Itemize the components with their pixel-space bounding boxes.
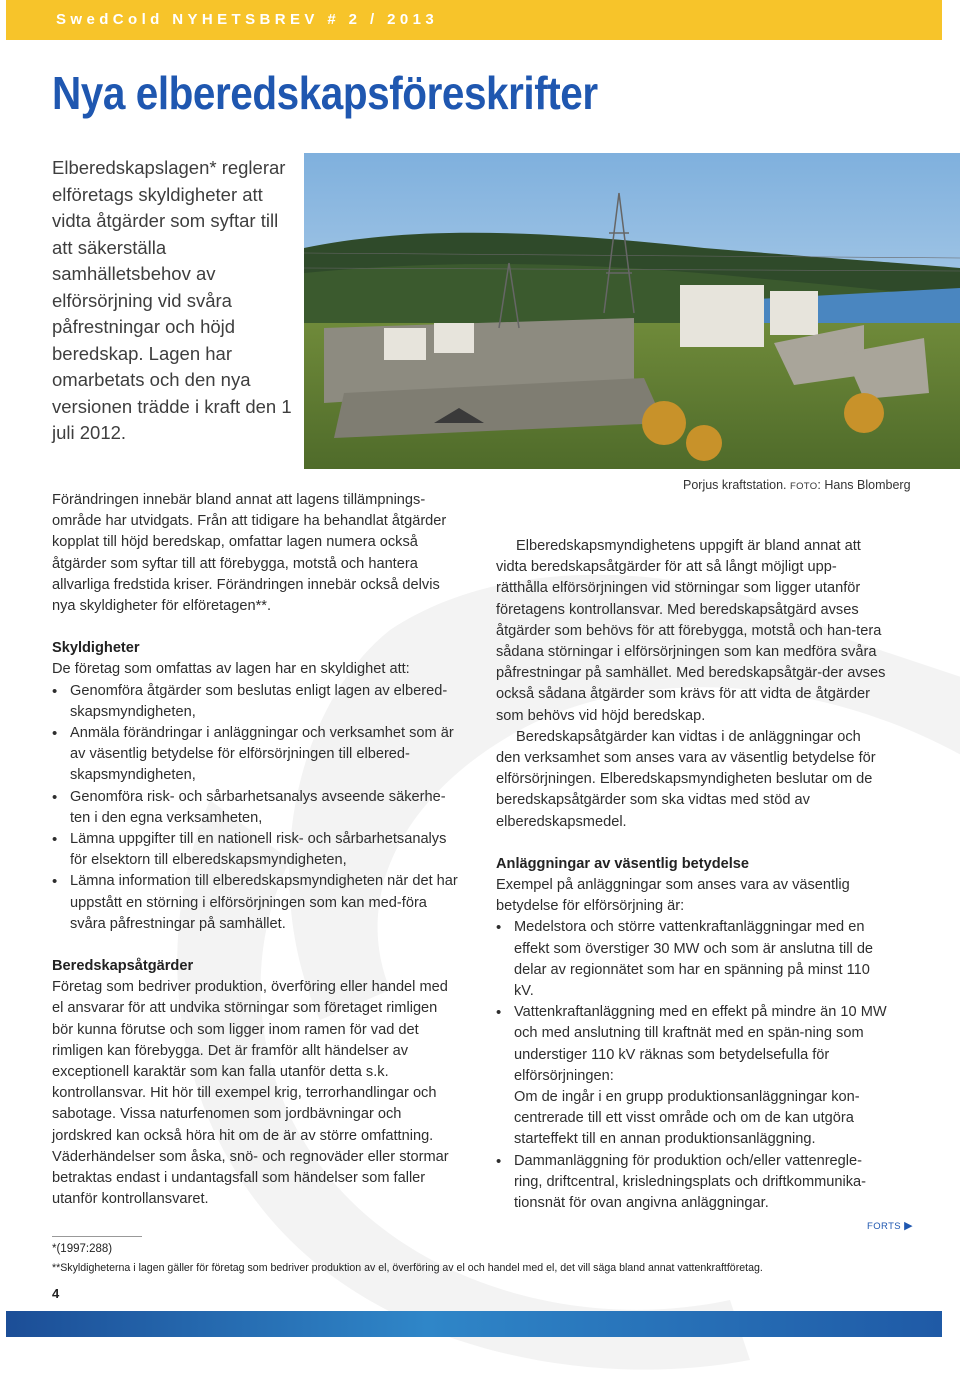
play-arrow-icon: ▶ xyxy=(904,1220,913,1232)
section-heading-anlaggningar: Anläggningar av väsentlig betydelse xyxy=(496,855,750,872)
article-lead: Elberedskapslagen* reglerar elföretags skyldigheter att vidta åtgärder som syftar till att säkerställa samhälletsbehov av elförsörjning vid svåra påfrestningar och höjd beredskap. Lagen har omarbetats och den nya versionen trädde i kraft den 1 juli 2012. xyxy=(52,157,292,443)
photo-caption xyxy=(683,478,911,492)
beredskap-paragraph: Företag som bedriver produktion, överföring eller handel med el ansvarar för att undvika störningar som företaget rimligen bör kunna förutse och som ligger inom ramen för vad det rimligen kan förebygga. Det är framför allt händelser av exceptionell karaktär som kan falla utanför detta s.k. kontrollansvar. Hit hör till exempel krig, terrorhandlingar och sabotage. Vissa naturfenomen som jordbävningar och jordskred kan också höra hit om de är av större omfattning. Väderhändelser som åska, snö- och regnoväder eller stormar betraktas endast i undantagsfall som händelser som faller utanför kontrollansvaret. xyxy=(52,979,449,1208)
list-item: • Genomföra risk- och sårbarhetsanalys avseende säkerhe-ten i den egna verksamheten, xyxy=(52,787,462,829)
photo-credit-label: FOTO xyxy=(790,481,818,492)
intro-paragraph: Förändringen innebär bland annat att lagens tillämpnings-område har utvidgats. Från att tidigare ha behandlat åtgärder kopplat till höjd beredskap, omfattar lagen numera också åtgärder som syftar till att förebygga, motstå och hantera allvarliga fredstida kriser. Förändringen innebär också delvis nya skyldigheter för elföretagen**. xyxy=(52,492,447,615)
section-heading-beredskapsatgarder: Beredskapsåtgärder xyxy=(52,958,194,975)
skyldigheter-intro: De företag som omfattas av lagen har en skyldighet att: xyxy=(52,661,410,678)
power-station-photo xyxy=(304,153,960,469)
list-item: • Anmäla förändringar i anläggningar och verksamhet som är av väsentlig betydelse för elförsörjningen till elbered-skapsmyndigheten, xyxy=(52,723,462,787)
list-item: • Medelstora och större vattenkraftanläggningar med en effekt som överstiger 30 MW och som är anslutna till de delar av regionnätet som har en spänning på minst 110 kV. xyxy=(496,917,888,1002)
newsletter-label: SwedCold NYHETSBREV # 2 / 2013 xyxy=(56,11,439,28)
footnote-1: *(1997:288) xyxy=(52,1243,113,1255)
footnote-2: **Skyldigheterna i lagen gäller för företag som bedriver produktion av el, överföring av el och handel med el, det vill säga bland annat vattenkraftföretag. xyxy=(52,1262,763,1274)
page-number: 4 xyxy=(52,1286,60,1301)
list-item: • Genomföra åtgärder som beslutas enligt lagen av elbered-skapsmyndigheten, xyxy=(52,681,462,723)
footnote-divider xyxy=(52,1236,142,1237)
continued-marker xyxy=(867,1219,913,1232)
newsletter-header-bar xyxy=(6,0,942,40)
footer-bar xyxy=(6,1311,942,1337)
photo-credit: : Hans Blomberg xyxy=(817,478,911,492)
anlaggningar-intro: Exempel på anläggningar som anses vara av väsentlig betydelse för elförsörjning är: xyxy=(496,877,850,915)
continued-label: FORTS xyxy=(867,1221,902,1232)
list-item-note: Om de ingår i en grupp produktionsanläggningar kon-centrerade till ett visst område och om de kan utgöra starteffekt till en annan produktionsanläggning. xyxy=(514,1089,860,1148)
right-paragraph-2: Beredskapsåtgärder kan vidtas i de anläggningar och den verksamhet som anses vara av väsentlig betydelse för elförsörjningen. Elberedskapsmyndigheten beslutar om de beredskapsåtgärder som ska vidtas med stöd av elberedskapsmedel. xyxy=(496,728,876,830)
list-item: • Lämna information till elberedskapsmyndigheten när det har uppstått en störning i elförsörjningen som kan med-föra svåra påfrestningar på samhället. xyxy=(52,871,462,935)
left-column xyxy=(52,490,462,1211)
skyldigheter-list xyxy=(52,681,462,935)
list-item: • Lämna uppgifter till en nationell risk- och sårbarhetsanalys för elsektorn till elberedskapsmyndigheten, xyxy=(52,829,462,871)
section-heading-skyldigheter: Skyldigheter xyxy=(52,640,140,657)
article-title: Nya elberedskapsföreskrifter xyxy=(52,67,598,119)
caption-text: Porjus kraftstation. xyxy=(683,478,787,492)
anlaggningar-list xyxy=(496,917,888,1214)
list-item: • Dammanläggning för produktion och/eller vattenregle-ring, driftcentral, krisledningsplats och driftkommunika-tionsnät för ovan angivna anläggningar. xyxy=(496,1151,888,1215)
right-paragraph-1: Elberedskapsmyndighetens uppgift är bland annat att vidta beredskapsåtgärder för att så långt möjligt upp-rätthålla elförsörjningen vid störningar som ligger utanför företagens kontrollansvar. Med beredskapsåtgärd avses åtgärder som behövs för att förebygga, motstå och han-tera sådana störningar i elförsörjningen som kan medföra svåra påfrestningar på samhället. Med beredskapsåtgär-der avses också sådana åtgärder som krävs för att vidta de åtgärder som behövs vid höjd beredskap. xyxy=(496,538,886,724)
right-column xyxy=(496,536,888,1214)
list-item: • Vattenkraftanläggning med en effekt på mindre än 10 MW och med anslutning till kraftnät med en spän-ning som understiger 110 kV räknas som betydelsefulla för elförsörjningen: xyxy=(496,1002,888,1087)
